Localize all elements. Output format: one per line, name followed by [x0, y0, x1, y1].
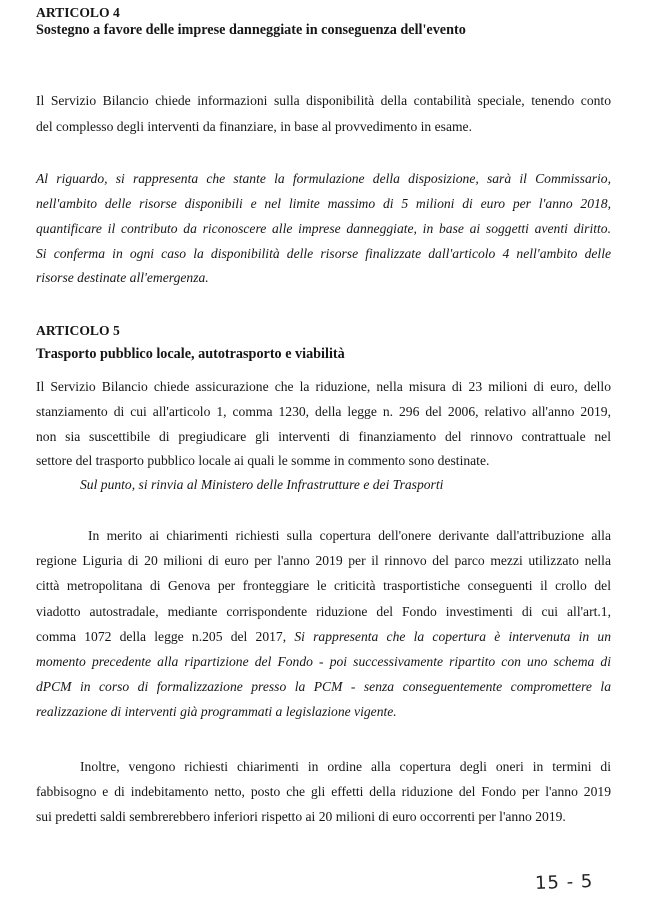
art5-p2-line-5	[36, 628, 611, 646]
article-4-title: Sostegno a favore delle imprese danneggiate in conseguenza dell'evento	[36, 22, 466, 38]
art5-p2-line-7: dPCM in corso di formalizzazione presso la PCM - senza conseguentemente compromettere la	[36, 679, 611, 694]
art5-p2-line-6: momento precedente alla ripartizione del Fondo - poi successivamente ripartito con uno schema di	[36, 654, 611, 669]
art5-p2-line-5-italic: Si rappresenta che la copertura è intervenuta in un	[294, 629, 611, 644]
art5-p2-line-2: regione Liguria di 20 milioni di euro per l'anno 2019 per il rinnovo del parco mezzi utilizzato nella	[36, 553, 611, 568]
art5-p2-line-3: città metropolitana di Genova per fronteggiare le criticità trasportistiche conseguenti il crollo del	[36, 578, 611, 593]
art5-p3-line-3: sui predetti saldi sembrerebbero inferiori rispetto ai 20 milioni di euro occorrenti per l'anno 2019.	[36, 809, 566, 824]
article-5-heading: ARTICOLO 5	[36, 323, 120, 338]
page-number: 15 - 5	[534, 870, 594, 895]
art5-p2-line-8: realizzazione di interventi già programmati a legislazione vigente.	[36, 704, 397, 719]
art5-p2-line-5-normal: comma 1072 della legge n.205 del 2017,	[36, 629, 295, 644]
art5-p2-line-4: viadotto autostradale, mediante corrispondente riduzione del Fondo investimenti di cui all'art.1,	[36, 604, 611, 619]
art4-p2-line-4: Si conferma in ogni caso la disponibilità delle risorse finalizzate dall'articolo 4 nell'ambito delle	[36, 246, 611, 261]
art5-p3-line-2: fabbisogno e di indebitamento netto, posto che gli effetti della riduzione del Fondo per l'anno 2019	[36, 784, 611, 799]
article-4-heading: ARTICOLO 4	[36, 5, 120, 20]
art5-p1-reply: Sul punto, si rinvia al Ministero delle Infrastrutture e dei Trasporti	[80, 477, 444, 492]
art4-p1-line-2: del complesso degli interventi da finanziare, in base al provvedimento in esame.	[36, 119, 472, 134]
art4-p1-line-1: Il Servizio Bilancio chiede informazioni sulla disponibilità della contabilità speciale, tenendo conto	[36, 93, 611, 108]
art5-p1-line-4: settore del trasporto pubblico locale ai quali le somme in commento sono destinate.	[36, 453, 490, 468]
art5-p1-line-3: non sia suscettibile di pregiudicare gli interventi di finanziamento del rinnovo contrattuale nel	[36, 429, 611, 444]
art4-p2-line-5: risorse destinate all'emergenza.	[36, 270, 209, 285]
art4-p2-line-2: nell'ambito delle risorse disponibili e nel limite massimo di 5 milioni di euro per l'anno 2018,	[36, 196, 611, 211]
art4-p2-line-3: quantificare il contributo da riconoscere alle imprese danneggiate, in base ai soggetti aventi diritto.	[36, 221, 611, 236]
art5-p1-line-2: stanziamento di cui all'articolo 1, comma 1230, della legge n. 296 del 2006, relativo all'anno 2019,	[36, 404, 611, 419]
art5-p1-line-1: Il Servizio Bilancio chiede assicurazione che la riduzione, nella misura di 23 milioni di euro, dello	[36, 379, 611, 394]
art5-p2-line-1: In merito ai chiarimenti richiesti sulla copertura dell'onere derivante dall'attribuzione alla	[88, 528, 611, 543]
art5-p3-line-1: Inoltre, vengono richiesti chiarimenti in ordine alla copertura degli oneri in termini di	[80, 759, 611, 774]
art4-p2-line-1: Al riguardo, si rappresenta che stante la formulazione della disposizione, sarà il Commissario,	[36, 171, 611, 186]
article-5-title: Trasporto pubblico locale, autotrasporto e viabilità	[36, 346, 345, 362]
